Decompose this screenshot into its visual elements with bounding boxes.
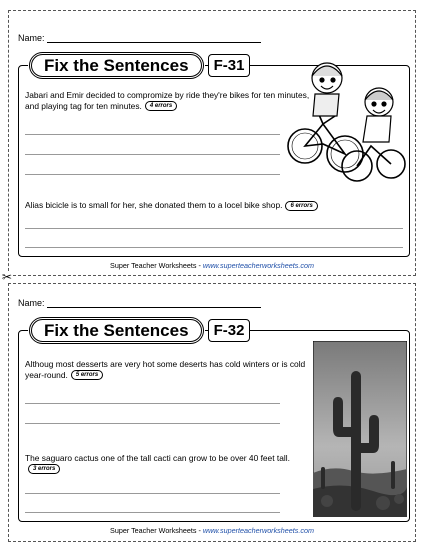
sentence-f32-1: Althoug most desserts are very hot some deserts has cold winters or is cold year-round. 5 errors (25, 359, 306, 380)
footer-bottom: Super Teacher Worksheets - www.superteacherworksheets.com (110, 526, 314, 535)
writing-line[interactable] (25, 493, 280, 494)
error-count-badge: 5 errors (71, 370, 103, 380)
writing-line[interactable] (25, 154, 280, 155)
error-count-badge: 3 errors (28, 464, 60, 474)
scissors-icon: ✂ (2, 270, 13, 284)
writing-line[interactable] (25, 134, 280, 135)
title-banner-bottom (29, 317, 250, 344)
page-title: Fix the Sentences (29, 317, 204, 344)
writing-line[interactable] (25, 247, 403, 248)
writing-line[interactable] (25, 174, 280, 175)
writing-line[interactable] (25, 228, 403, 229)
writing-line[interactable] (25, 512, 280, 513)
sentence-f31-1: Jabari and Emir decided to compromize by ride they're bikes for ten minutes, and playing tag for ten minutes. 4 errors (25, 90, 310, 111)
footer-link[interactable]: www.superteacherworksheets.com (202, 526, 314, 535)
footer-top: Super Teacher Worksheets - www.superteacherworksheets.com (110, 261, 314, 270)
error-count-badge: 4 errors (145, 101, 177, 111)
worksheet-code: F-31 (208, 54, 251, 77)
saguaro-cactus-photo (313, 341, 407, 517)
writing-line[interactable] (25, 403, 280, 404)
error-count-badge: 6 errors (285, 201, 317, 211)
worksheet-bottom (8, 283, 416, 542)
worksheet-top (8, 10, 416, 276)
card-top (18, 65, 410, 257)
kids-on-bikes-illustration (283, 54, 407, 186)
footer-link[interactable]: www.superteacherworksheets.com (202, 261, 314, 270)
name-field-bottom[interactable]: Name: (18, 298, 261, 308)
page-title: Fix the Sentences (29, 52, 204, 79)
sentence-f32-2: The saguaro cactus one of the tall cacti can grow to be over 40 feet tall.3 errors (25, 453, 290, 473)
title-banner-top (29, 52, 250, 79)
writing-line[interactable] (25, 423, 280, 424)
sentence-f31-2: Alias bicicle is to small for her, she donated them to a locel bike shop. 6 errors (25, 200, 405, 211)
name-field-top[interactable]: Name: (18, 33, 261, 43)
worksheet-code: F-32 (208, 319, 251, 342)
card-bottom (18, 330, 410, 522)
